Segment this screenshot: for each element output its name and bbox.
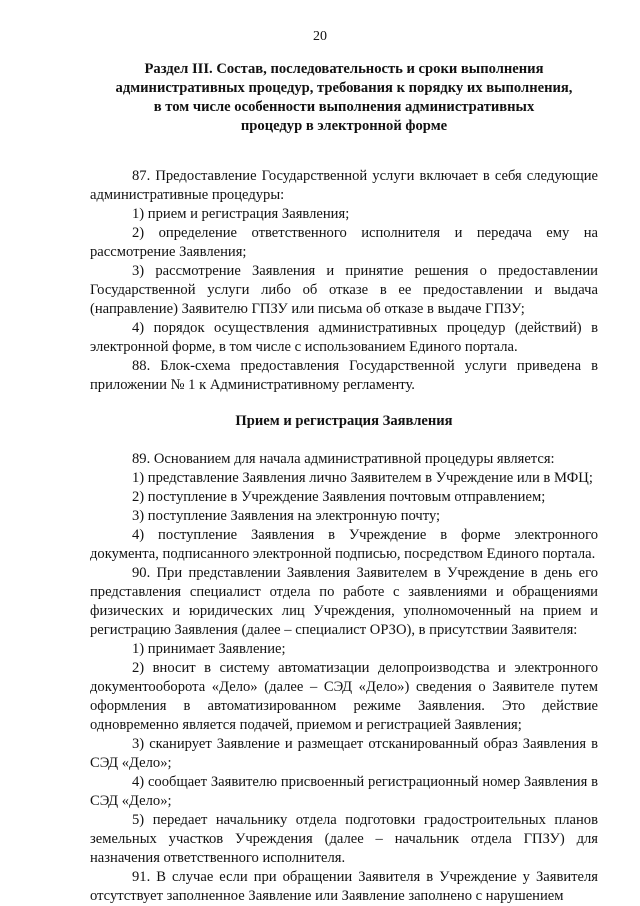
paragraph-89: 89. Основанием для начала административной процедуры является: [132, 451, 555, 467]
subheading: Прием и регистрация Заявления [235, 413, 453, 429]
paragraph-87: 87. Предоставление Государственной услуги включает в себя следующие административные процедуры: [90, 168, 598, 203]
paragraph-91: 91. В случае если при обращении Заявителя в Учреждение у Заявителя отсутствует заполненное Заявление или Заявление заполнено с нарушением [90, 869, 598, 904]
section-heading-line: административных процедур, требования к порядку их выполнения, [115, 80, 573, 96]
section-heading-line: процедур в электронной форме [240, 118, 448, 134]
list-item: 2) определение ответственного исполнителя и передача ему на рассмотрение Заявления; [90, 225, 598, 260]
section-heading-line: Раздел III. Состав, последовательность и сроки выполнения [144, 61, 544, 77]
page-number: 20 [313, 29, 327, 44]
list-item: 5) передает начальнику отдела подготовки градостроительных планов земельных участков Учреждения (далее – начальник отдела ГПЗУ) для назначения ответственного исполнителя. [90, 812, 598, 866]
list-item: 4) сообщает Заявителю присвоенный регистрационный номер Заявления в СЭД «Дело»; [90, 774, 598, 809]
list-item: 1) прием и регистрация Заявления; [132, 206, 350, 222]
list-item: 3) рассмотрение Заявления и принятие решения о предоставлении Государственной услуги либо об отказе в ее предоставлении и выдача (направление) Заявителю ГПЗУ или письма об отказе в выдаче ГПЗУ; [90, 263, 598, 317]
list-item: 4) порядок осуществления административных процедур (действий) в электронной форме, в том числе с использованием Единого портала. [90, 320, 598, 355]
paragraph-88: 88. Блок-схема предоставления Государственной услуги приведена в приложении № 1 к Административному регламенту. [90, 358, 598, 393]
document-body [90, 60, 598, 906]
section-heading-line: в том числе особенности выполнения административных [153, 99, 535, 115]
list-item: 1) принимает Заявление; [132, 641, 286, 657]
list-item: 4) поступление Заявления в Учреждение в форме электронного документа, подписанного электронной подписью, посредством Единого портала. [90, 527, 598, 562]
list-item: 2) поступление в Учреждение Заявления почтовым отправлением; [132, 489, 546, 505]
list-item: 2) вносит в систему автоматизации делопроизводства и электронного документооборота «Дело» (далее – СЭД «Дело») сведения о Заявителе путем оформления в автоматизированном режиме Заявления. Это действие одновременно является подачей, приемом и регистрацией Заявления; [90, 660, 598, 733]
list-item: 3) сканирует Заявление и размещает отсканированный образ Заявления в СЭД «Дело»; [90, 736, 598, 771]
paragraph-90: 90. При представлении Заявления Заявителем в Учреждение в день его представления специалист отдела по работе с заявлениями и обращениями физических и юридических лиц Учреждения, уполномоченный на прием и регистрацию Заявления (далее – специалист ОРЗО), в присутствии Заявителя: [90, 565, 598, 638]
list-item: 1) представление Заявления лично Заявителем в Учреждение или в МФЦ; [132, 470, 593, 486]
section-heading [90, 60, 598, 136]
list-item: 3) поступление Заявления на электронную почту; [132, 508, 441, 524]
